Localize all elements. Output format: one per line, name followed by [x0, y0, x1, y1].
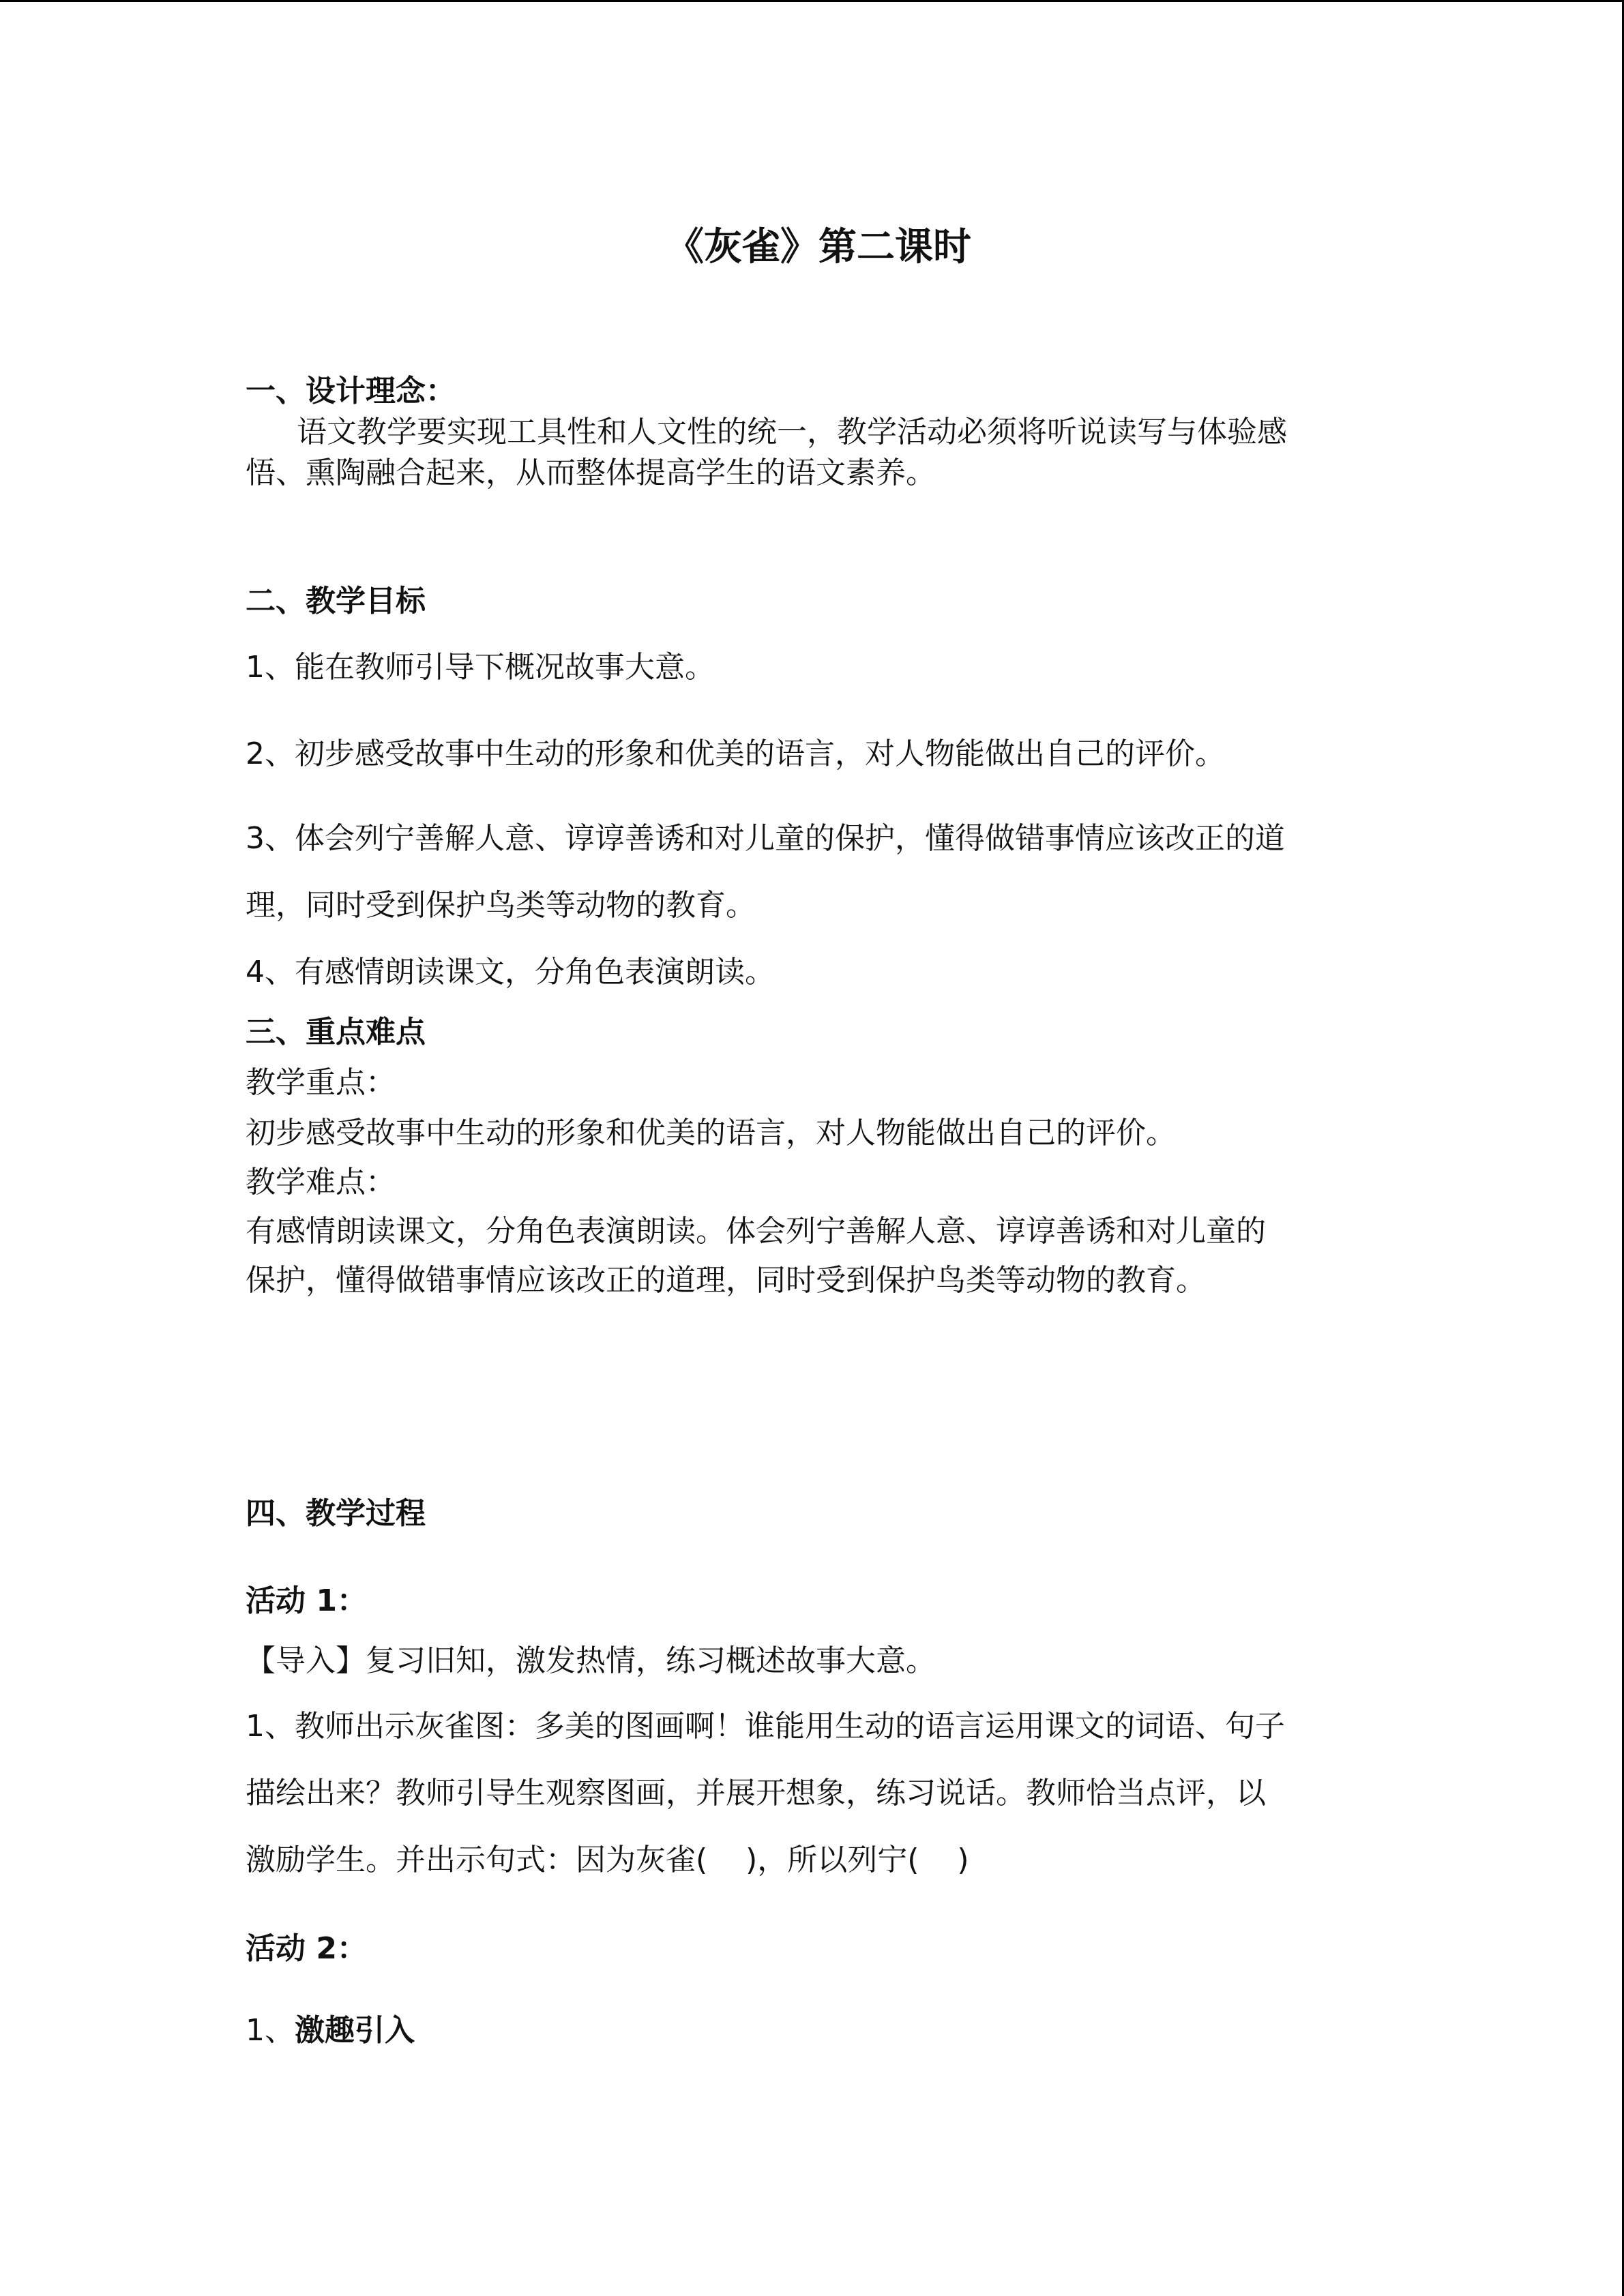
- focus-label: 教学重点：: [246, 1065, 396, 1100]
- activity-1-line-2: 描绘出来？教师引导生观察图画，并展开想象，练习说话。教师恰当点评，以: [246, 1776, 1266, 1810]
- activity-2-number: 1、: [246, 2013, 295, 2048]
- goal-4: 4、有感情朗读课文，分角色表演朗读。: [246, 955, 775, 989]
- activity-1-line-3: 激励学生。并出示句式：因为灰雀( )，所以列宁( ): [246, 1843, 969, 1877]
- activity-2-title: 激趣引入: [295, 2013, 415, 2048]
- activity-2-label: 活动 2：: [246, 1931, 367, 1966]
- activity-1-line-1: 1、教师出示灰雀图：多美的图画啊！谁能用生动的语言运用课文的词语、句子: [246, 1709, 1285, 1744]
- activity-2-line-1: [246, 2013, 415, 2048]
- section-heading-teaching-process: 四、教学过程: [246, 1496, 426, 1531]
- goal-3-line-2: 理，同时受到保护鸟类等动物的教育。: [246, 888, 756, 923]
- goal-2: 2、初步感受故事中生动的形象和优美的语言，对人物能做出自己的评价。: [246, 736, 1225, 771]
- section-heading-design-concept: 一、设计理念：: [246, 374, 456, 408]
- section-heading-key-points: 三、重点难点: [246, 1015, 426, 1049]
- difficulty-label: 教学难点：: [246, 1165, 396, 1199]
- page-top-border: [0, 0, 1624, 2]
- document-title: 《灰雀》第二课时: [666, 225, 971, 269]
- goal-3-line-1: 3、体会列宁善解人意、谆谆善诱和对儿童的保护，懂得做错事情应该改正的道: [246, 821, 1285, 856]
- difficulty-text-line-1: 有感情朗读课文，分角色表演朗读。体会列宁善解人意、谆谆善诱和对儿童的: [246, 1214, 1266, 1249]
- goal-1: 1、能在教师引导下概况故事大意。: [246, 650, 715, 685]
- difficulty-text-line-2: 保护，懂得做错事情应该改正的道理，同时受到保护鸟类等动物的教育。: [246, 1263, 1206, 1298]
- activity-1-label: 活动 1：: [246, 1583, 367, 1618]
- activity-1-intro: 【导入】复习旧知，激发热情，练习概述故事大意。: [246, 1643, 936, 1678]
- design-concept-line-2: 悟、熏陶融合起来，从而整体提高学生的语文素养。: [246, 456, 936, 490]
- section-heading-teaching-goals: 二、教学目标: [246, 584, 426, 618]
- design-concept-line-1: 语文教学要实现工具性和人文性的统一，教学活动必须将听说读写与体验感: [297, 415, 1287, 449]
- activity-2-line-1-text: [246, 2013, 415, 2048]
- focus-text: 初步感受故事中生动的形象和优美的语言，对人物能做出自己的评价。: [246, 1116, 1176, 1150]
